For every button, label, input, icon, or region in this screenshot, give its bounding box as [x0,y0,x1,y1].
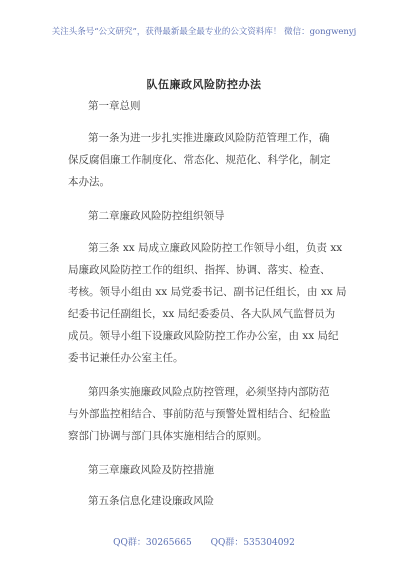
document-title: 队伍廉政风险防控办法 [146,78,262,91]
paragraph-line: 局廉政风险防控工作的组织、指挥、协调、落实、检查、 [68,264,331,276]
paragraph-line: 第一条为进一步扎实推进廉政风险防范管理工作，确 [88,132,330,144]
chapter-heading-3: 第三章廉政风险及防控措施 [88,464,214,476]
paragraph-line: 第五条信息化建设廉政风险 [88,495,214,507]
paragraph-line: 成员。领导小组下设廉政风险防控工作办公室，由 xx 局纪 [68,330,339,342]
paragraph-line: 第三条 xx 局成立廉政风险防控工作领导小组，负责 xx [88,242,343,254]
paragraph-line: 考核。领导小组由 xx 局党委书记、副书记任组长，由 xx 局 [68,286,347,298]
chapter-heading-1: 第一章总则 [88,100,141,112]
paragraph-line: 委书记兼任办公室主任。 [68,352,184,364]
footer-contact [0,535,408,548]
header-banner: 关注头条号“公文研究”，获得最新最全最专业的公文资料库！ 微信：gongwenyj [51,27,357,37]
chapter-heading-2: 第二章廉政风险防控组织领导 [88,210,225,222]
paragraph-line: 保反腐倡廉工作制度化、常态化、规范化、科学化，制定 [68,154,331,166]
paragraph-line: 第四条实施廉政风险点防控管理，必须坚持内部防范 [88,386,330,398]
paragraph-line: 察部门协调与部门具体实施相结合的原则。 [68,430,268,442]
paragraph-line: 纪委书记任副组长，xx 局纪委委员、各大队风气监督员为 [68,308,336,320]
paragraph-line: 本办法。 [68,176,110,188]
footer-qq-group-2: QQ群：535304092 [210,538,295,548]
paragraph-line: 与外部监控相结合、事前防范与预警处置相结合、纪检监 [68,408,331,420]
footer-qq-group-1: QQ群：30265665 [113,538,192,548]
